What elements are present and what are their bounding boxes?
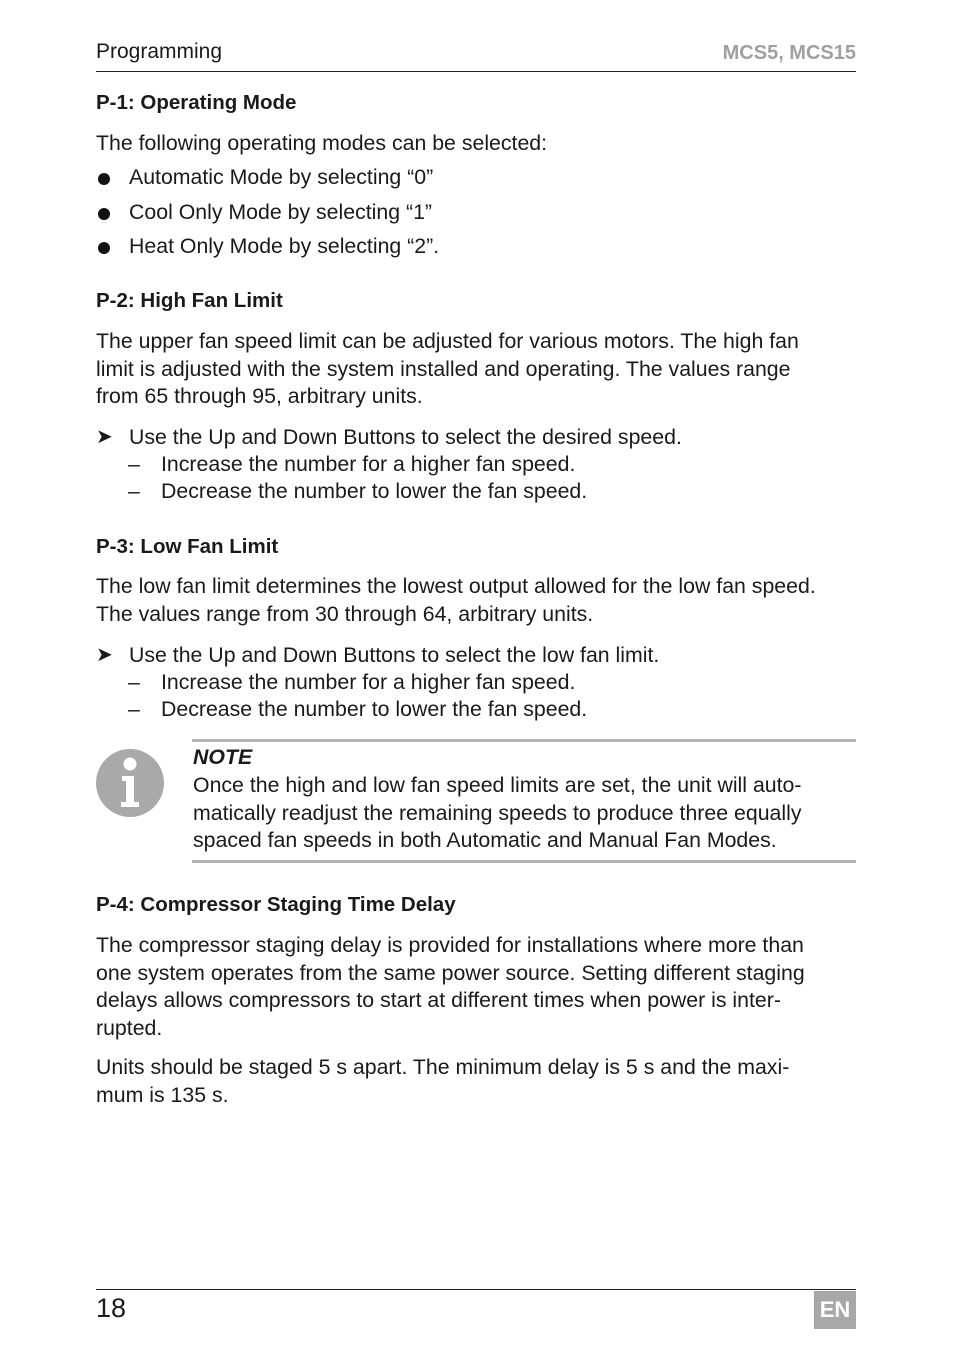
dash-icon: – [128, 479, 140, 503]
bullet-icon [98, 208, 110, 220]
language-badge: EN [814, 1291, 856, 1329]
header-section-title: Programming [96, 40, 223, 63]
dash-icon: – [128, 452, 140, 476]
p4-paragraph-2: Units should be staged 5 s apart. The minimum delay is 5 s and the maxi- mum is 135 s. [96, 1055, 790, 1107]
p2-paragraph: The upper fan speed limit can be adjusted for various motors. The high fan limit is adjusted with the system installed and operating. The values range from 65 through 95, arbitrary units. [96, 329, 799, 408]
arrow-icon: ➤ [96, 644, 113, 666]
info-icon [96, 749, 164, 817]
note-top-rule [192, 739, 856, 742]
arrow-icon: ➤ [96, 426, 113, 448]
page-number: 18 [96, 1293, 127, 1323]
p4-paragraph-1: The compressor staging delay is provided for installations where more than one system operates from the same power source. Setting different staging delays allows compressors to start at different times when power is inter- rupted. [96, 933, 805, 1040]
note-bottom-rule [192, 860, 856, 863]
heading-p2: P-2: High Fan Limit [96, 289, 283, 312]
heading-p3: P-3: Low Fan Limit [96, 535, 279, 558]
dash-icon: – [128, 697, 140, 721]
heading-p1: P-1: Operating Mode [96, 91, 297, 114]
header-model-name: MCS5, MCS15 [722, 42, 856, 64]
footer-divider [96, 1289, 856, 1290]
heading-p4: P-4: Compressor Staging Time Delay [96, 893, 456, 916]
p3-paragraph: The low fan limit determines the lowest output allowed for the low fan speed. The values range from 30 through 64, arbitrary units. [96, 574, 816, 626]
note-body: Once the high and low fan speed limits are set, the unit will auto- matically readjust the remaining speeds to produce three equally spaced fan speeds in both Automatic and Manual Fan Modes. [193, 773, 802, 852]
note-title: NOTE [193, 745, 253, 769]
dash-icon: – [128, 670, 140, 694]
p1-intro: The following operating modes can be selected: [96, 131, 548, 155]
bullet-icon [98, 173, 110, 185]
header-divider [96, 71, 856, 72]
bullet-icon [98, 242, 110, 254]
